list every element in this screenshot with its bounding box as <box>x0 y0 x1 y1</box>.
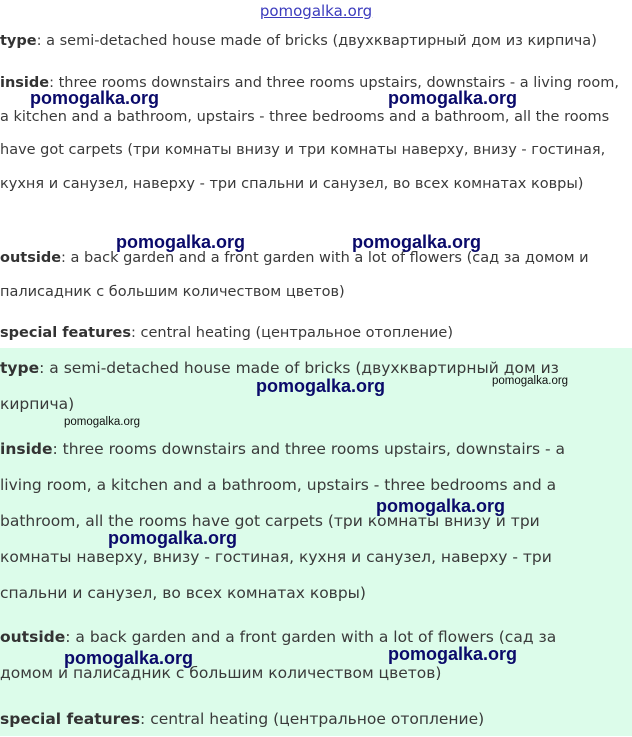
watermark: pomogalka.org <box>64 416 141 428</box>
watermark: pomogalka.org <box>492 375 569 387</box>
entry-outside <box>0 242 632 309</box>
entry-label: special features <box>0 325 132 341</box>
entry-inside <box>0 431 632 611</box>
watermark: pomogalka.org <box>376 496 506 516</box>
entry-text: : a back garden and a front garden with a lot of flowers (сад за домом и палисадник с большим количеством цветов) <box>0 628 557 682</box>
entry-label: outside <box>0 250 62 266</box>
entry-text: : a back garden and a front garden with a lot of flowers (сад за домом и палисадник с большим количеством цветов) <box>0 250 589 300</box>
text-block-white <box>0 22 632 348</box>
entry-text: : three rooms downstairs and three rooms upstairs, downstairs - a living room, a kitchen and a bathroom, upstairs - three bedrooms and a bathroom, all the rooms have got carpets (три комнаты внизу и три комнаты наверху, внизу - гостиная, кухня и санузел, наверху - три спальни и санузел, во всех комнатах ковры) <box>0 75 619 192</box>
watermark: pomogalka.org <box>64 648 194 668</box>
entry-label: outside <box>0 628 66 646</box>
entry-text: : central heating (центральное отопление) <box>131 325 453 341</box>
watermark: pomogalka.org <box>116 232 246 252</box>
watermark: pomogalka.org <box>352 232 482 252</box>
watermark: pomogalka.org <box>388 644 518 664</box>
entry-text: : a semi-detached house made of bricks (двухквартирный дом из кирпича) <box>36 33 597 49</box>
watermark: pomogalka.org <box>256 376 386 396</box>
watermark: pomogalka.org <box>388 88 518 108</box>
entry-type <box>0 25 632 59</box>
entry-label: inside <box>0 440 53 458</box>
entry-text: : central heating (центральное отопление) <box>140 710 485 728</box>
watermark: pomogalka.org <box>30 88 160 108</box>
entry-special-features <box>0 317 632 351</box>
entry-text: : three rooms downstairs and three rooms upstairs, downstairs - a living room, a kitchen and a bathroom, upstairs - three bedrooms and a bathroom, all the rooms have got carpets (три комнаты внизу и три комнаты наверху, внизу - гостиная, кухня и санузел, наверху - три спальни и санузел, во всех комнатах ковры) <box>0 440 566 602</box>
watermark: pomogalka.org <box>108 528 238 548</box>
entry-text: : a semi-detached house made of bricks (двухквартирный дом из кирпича) <box>0 359 559 413</box>
entry-special-features <box>0 701 632 737</box>
entry-label: type <box>0 359 40 377</box>
entry-label: inside <box>0 75 50 91</box>
top-watermark: pomogalka.org <box>259 2 373 20</box>
entry-label: type <box>0 33 37 49</box>
text-block-green <box>0 348 632 736</box>
entry-label: special features <box>0 710 141 728</box>
